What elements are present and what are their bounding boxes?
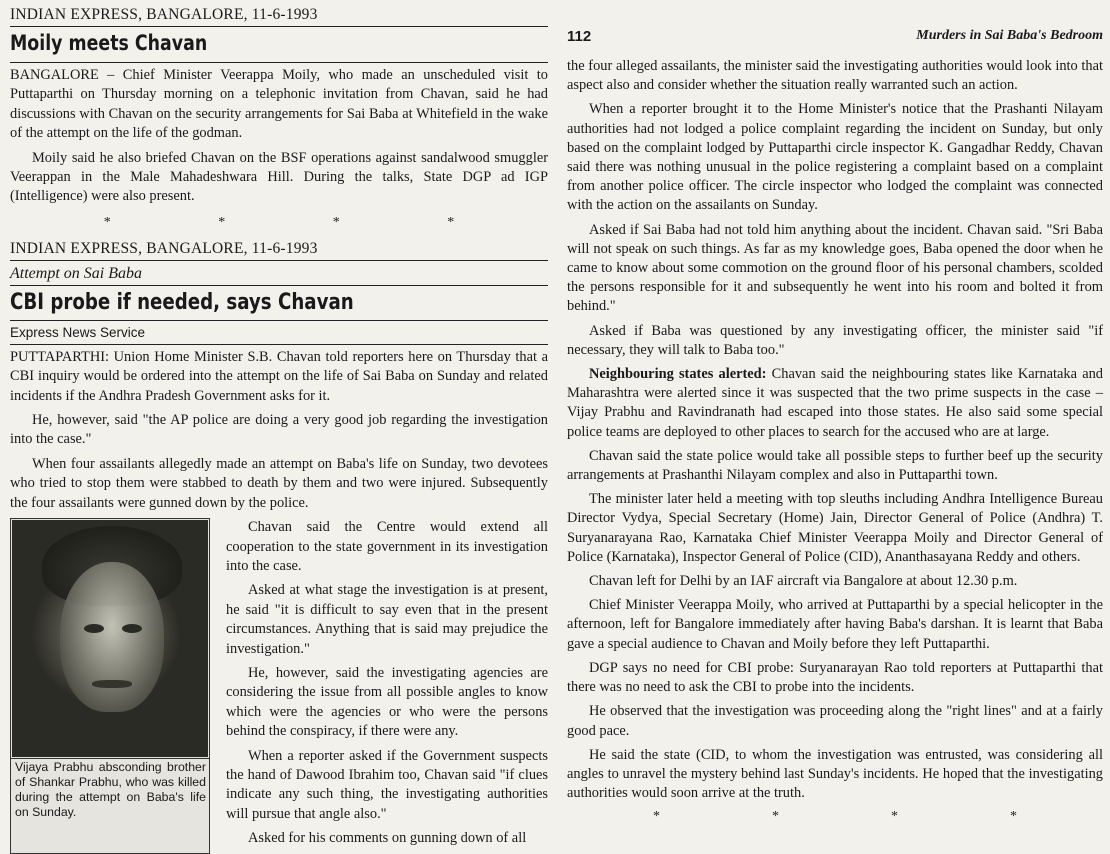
paragraph: He said the state (CID, to whom the investigation was entrusted, was considering all angles to unravel the mystery behind last Sunday's incidents. He hoped that the investigating authorities would soon arrive at the truth. [567, 746, 1103, 802]
page-number: 112 [567, 28, 592, 45]
running-header [567, 28, 1103, 46]
paragraph: PUTTAPARTHI: Union Home Minister S.B. Chavan told reporters here on Thursday that a CBI inquiry would be ordered into the attempt on the life of Sai Baba on Sunday and related incidents if the Andhra Pradesh Government asks for it. [10, 348, 548, 404]
section-separator: * * * * [653, 809, 1017, 825]
book-page-text [567, 57, 1103, 825]
paragraph: He, however, said the investigating agencies are considering the issue from all possible angles to know which were the agencies or who were the persons behind the conspiracy, if there were any. [226, 664, 548, 740]
paragraph: He, however, said "the AP police are doing a very good job regarding the investigation into the case." [10, 412, 548, 448]
paragraph: Chavan left for Delhi by an IAF aircraft via Bangalore at about 12.30 p.m. [589, 573, 1018, 590]
clippings-column [10, 6, 548, 854]
paragraph: Neighbouring states alerted: Chavan said the neighbouring states like Karnataka and Maharashtra were alerted since it was suspected that the two prime suspects in the case – Vijay Prabhu and Ravindranath had escaped into those states. He also said some special police teams are deployed to other places to search for the accused who are at large. [567, 366, 1103, 440]
divider [10, 344, 548, 345]
byline: Express News Service [10, 324, 146, 340]
photo-figure [10, 518, 210, 854]
paragraph: BANGALORE – Chief Minister Veerappa Moily, who made an unscheduled visit to Puttaparthi on Thursday morning on a telephonic invitation from Chavan, said he had discussions with Chavan on the security arrangements for Sai Baba at Whitefield in the wake of the attempt on the life of the godman. [10, 67, 548, 142]
dateline: INDIAN EXPRESS, BANGALORE, 11-6-1993 [10, 6, 318, 23]
headline: Moily meets Chavan [10, 31, 208, 55]
story-moily-meets-chavan [10, 6, 548, 234]
photo-caption: Vijaya Prabhu absconding brother of Shankar Prabhu, who was killed during the attempt on Baba's life on Sunday. [11, 758, 209, 822]
paragraph: Chief Minister Veerappa Moily, who arrived at Puttaparthi by a special helicopter in the afternoon, left for Bangalore immediately after having Baba's darshan. It is learnt that Baba gave a special audience to Chavan and Moily before they left Puttaparthi. [567, 597, 1103, 652]
portrait-photo [12, 520, 208, 757]
dateline: INDIAN EXPRESS, BANGALORE, 11-6-1993 [10, 239, 318, 257]
divider [10, 320, 548, 321]
paragraph: When four assailants allegedly made an attempt on Baba's life on Sunday, two devotees who tried to stop them were stabbed to death by them and two were injured. Subsequently the four assailants were gunned down by the police. [10, 455, 548, 511]
wrapped-text [226, 518, 548, 854]
section-separator: * * * * [103, 214, 455, 230]
paragraph: When a reporter asked if the Government suspects the hand of Dawood Ibrahim too, Chavan said "if clues indicate any such thing, the investigating authorities will pursue that angle also." [226, 747, 548, 822]
paragraph: Asked at what stage the investigation is at present, he said "it is difficult to say even that in the present circumstances. Anything that is said may prejudice the investigation." [226, 582, 548, 657]
paragraph: Moily said he also briefed Chavan on the BSF operations against sandalwood smuggler Veerappan in the Male Mahadeshwara Hill. During the talks, State DGP ad IGP (Intelligence) were also present. [10, 149, 548, 205]
paragraph: Chavan said the state police would take all possible steps to further beef up the security arrangements at Prashanthi Nilayam complex and also in Puttaparthi town. [567, 447, 1103, 484]
photo-with-text [10, 518, 548, 854]
paragraph: Chavan said the Centre would extend all cooperation to the state government in its investigation into the case. [226, 519, 548, 574]
book-title: Murders in Sai Baba's Bedroom [916, 28, 1103, 43]
paragraph: He observed that the investigation was proceeding along the "right lines" and at a fairly good pace. [567, 703, 1103, 739]
paragraph: the four alleged assailants, the minister said the investigating authorities would look into that aspect also and consider whether the situation really warranted such an action. [567, 58, 1103, 94]
subhead: Neighbouring states alerted: [589, 366, 767, 383]
paragraph: Asked for his comments on gunning down of all [248, 830, 527, 847]
paragraph: Asked if Baba was questioned by any investigating officer, the minister said "if necessary, they will talk to Baba too." [567, 322, 1103, 358]
paragraph: The minister later held a meeting with top sleuths including Andhra Intelligence Bureau Director Vydya, Special Secretary (Home) Jain, Director General of Police (Andhra) T. Suryanarayana Rao, Karnataka Chief Minister Veerappa Moily and Director General of Police (Karnataka), Inspector General of Police (CID), Ananthasayana Reddy and others. [567, 491, 1103, 565]
divider [10, 285, 548, 286]
paragraph: Asked if Sai Baba had not told him anything about the incident. Chavan said. "Sri Baba will not speak on such things. As far as my knowledge goes, Baba opened the door when he came to know about some commotion on the ground floor of his personal chambers, scolded the persons responsible for it and subsequently he went into his room and bolted it from behind." [567, 221, 1103, 315]
story-cbi-probe [10, 240, 548, 854]
kicker: Attempt on Sai Baba [10, 264, 142, 282]
divider [10, 62, 548, 63]
paragraph: When a reporter brought it to the Home Minister's notice that the Prashanti Nilayam authorities had not lodged a police complaint regarding the incident on Sunday, but only based on the complaint lodged by Puttaparthi circle inspector K. Gangadhar Reddy, Chavan said there was nothing unusual in the police registering a complaint based on a complaint from another police officer. The circle inspector who lodged the complaint was connected with the action on the assailants on Sunday. [567, 101, 1103, 214]
divider [10, 26, 548, 27]
divider [10, 260, 548, 261]
paragraph: DGP says no need for CBI probe: Suryanarayan Rao told reporters at Puttaparthi that there was no need to ask the CBI to probe into the incidents. [567, 659, 1103, 696]
headline: CBI probe if needed, says Chavan [10, 289, 354, 315]
